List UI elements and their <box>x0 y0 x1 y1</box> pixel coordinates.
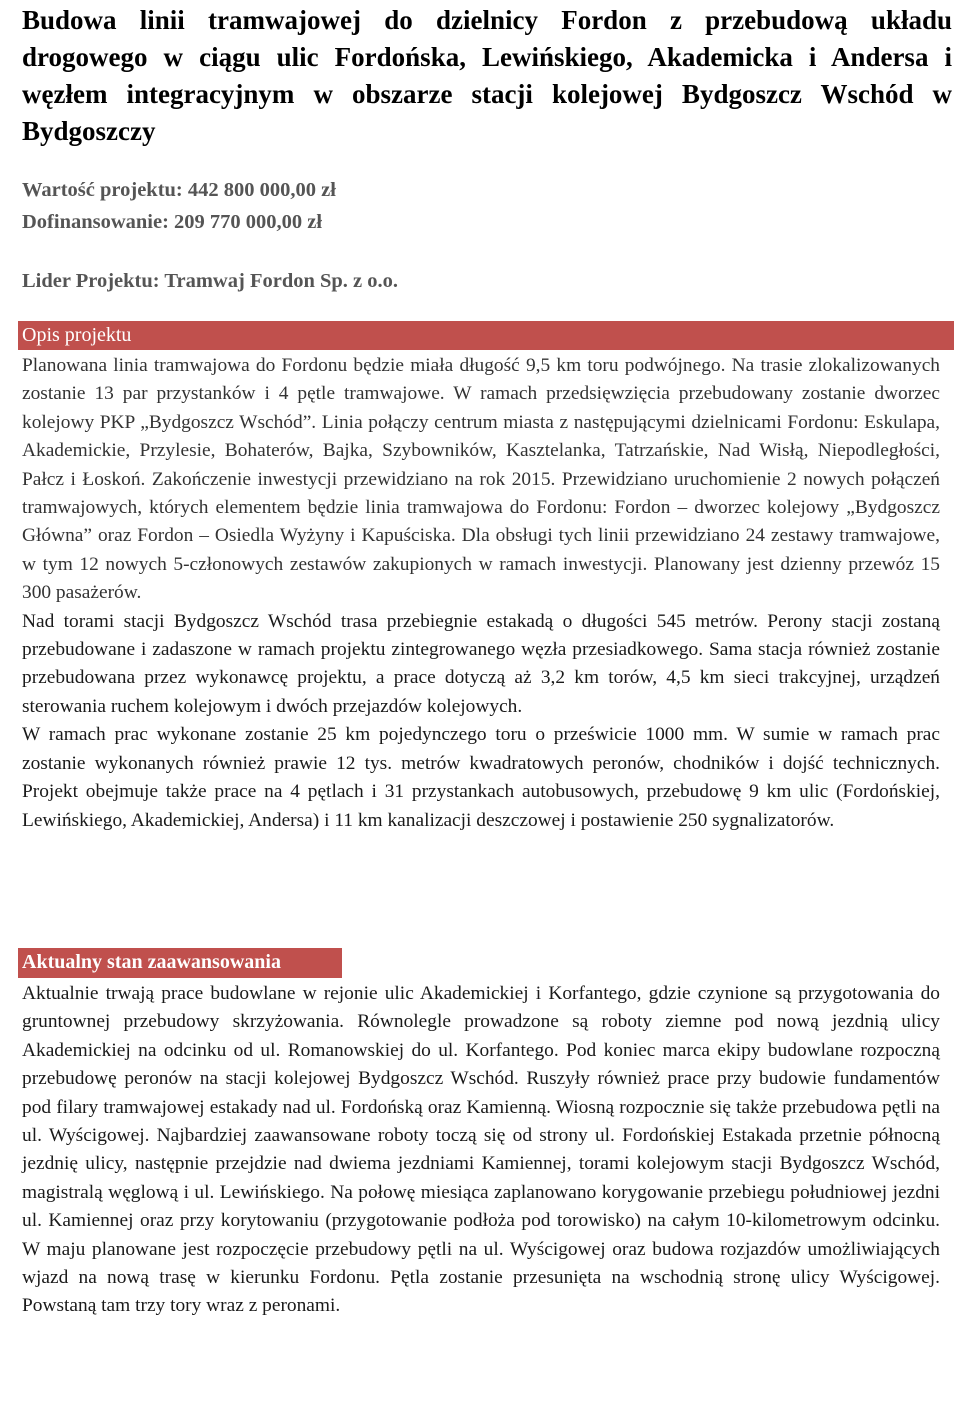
project-value: Wartość projektu: 442 800 000,00 zł <box>22 179 336 201</box>
section-heading-status: Aktualny stan zaawansowania <box>18 948 342 978</box>
description-paragraph-2: Nad torami stacji Bydgoszcz Wschód trasa przebiegnie estakadą o długości 545 metrów. Perony stacji zostaną przebudowane i zadaszone w ramach projektu zintegrowanego węzła przesiadkowego. Sama stacja również zostanie przebudowana przez wykonawcę projektu, a prace dotyczą aż 3,2 km torów, 4,5 km sieci trakcyjnej, urządzeń sterowania ruchem kolejowym i dwóch przejazdów kolejowych. <box>22 610 940 717</box>
description-paragraph-1: Planowana linia tramwajowa do Fordonu będzie miała długość 9,5 km toru podwójnego. Na trasie zlokalizowanych zostanie 13 par przystanków i 4 pętle tramwajowe. W ramach przedsięwzięcia przebudowany zostanie dworzec kolejowy PKP „Bydgoszcz Wschód”. Linia połączy centrum miasta z następującymi dzielnicami Fordonu: Eskulapa, Akademickie, Przylesie, Bohaterów, Bajka, Szybowników, Kasztelanka, Tatrzańskie, Nad Wisłą, Niepodległości, Pałcz i Łoskoń. Zakończenie inwestycji przewidziano na rok 2015. Przewidziano uruchomienie 2 nowych połączeń tramwajowych, których elementem będzie linia tramwajowa do Fordonu: Fordon – dworzec kolejowy „Bydgoszcz Główna” oraz Fordon – Osiedla Wyżyny i Kapuściska. Dla obsługi tych linii przewidziano 24 zestawy tramwajowe, w tym 12 nowych 5-członowych zestawów zakupionych w ramach inwestycji. Planowany jest dzienny przewóz 15 300 pasażerów. <box>22 355 940 604</box>
project-leader: Lider Projektu: Tramwaj Fordon Sp. z o.o. <box>22 270 399 292</box>
project-description-body <box>22 352 940 835</box>
section-heading-description: Opis projektu <box>18 321 954 350</box>
description-paragraph-3: W ramach prac wykonane zostanie 25 km pojedynczego toru o prześwicie 1000 mm. W sumie w ramach prac zostanie wykonanych również prawie 12 tys. metrów kwadratowych peronów, chodników i dojść technicznych. Projekt obejmuje także prace na 4 pętlach i 31 przystankach autobusowych, przebudowę 9 km ulic (Fordońskiej, Lewińskiego, Akademickiej, Andersa) i 11 km kanalizacji deszczowej i postawienie 250 sygnalizatorów. <box>22 724 940 831</box>
project-status-body <box>22 980 940 1321</box>
project-cofinancing: Dofinansowanie: 209 770 000,00 zł <box>22 211 323 233</box>
document-title: Budowa linii tramwajowej do dzielnicy Fordon z przebudową układu drogowego w ciągu ulic Fordońska, Lewińskiego, Akademicka i Andersa i węzłem integracyjnym w obszarze stacji kolejowej Bydgoszcz Wschód w Bydgoszczy <box>22 5 952 146</box>
status-paragraph-1: Aktualnie trwają prace budowlane w rejonie ulic Akademickiej i Korfantego, gdzie czynione są przygotowania do gruntownej przebudowy skrzyżowania. Równolegle prowadzone są roboty ziemne pod nową jezdnią ulicy Akademickiej na odcinku od ul. Romanowskiej do ul. Korfantego. Pod koniec marca ekipy budowlane rozpoczną przebudowę peronów na stacji kolejowej Bydgoszcz Wschód. Ruszyły również prace przy budowie fundamentów pod filary tramwajowej estakady nad ul. Fordońską oraz Kamienną. Wiosną rozpocznie się także przebudowa pętli na ul. Wyścigowej. Najbardziej zaawansowane roboty toczą się od strony ul. Fordońskiej Estakada przetnie północną jezdnię ulicy, następnie przejdzie nad dwiema jezdniami Kamiennej, torami kolejowym stacji Bydgoszcz Wschód, magistralą węglową i ul. Lewińskiego. Na połowę miesiąca zaplanowano korygowanie przebiegu południowej jezdni ul. Kamiennej oraz przy korytowaniu (przygotowanie podłoża pod torowisko) na całym 10-kilometrowym odcinku. W maju planowane jest rozpoczęcie przebudowy pętli na ul. Wyścigowej oraz budowa rozjazdów umożliwiających wjazd na nową trasę w kierunku Fordonu. Pętla zostanie przesunięta na wschodnią stronę ulicy Wyścigowej. Powstaną tam trzy tory wraz z peronami. <box>22 983 940 1317</box>
